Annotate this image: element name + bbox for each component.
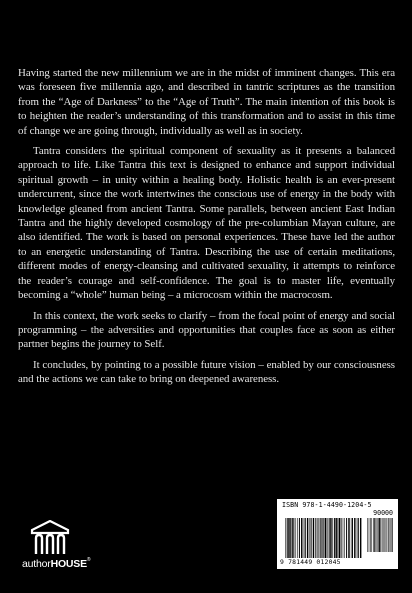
barcode-bar [311, 518, 312, 558]
barcode-bar [370, 518, 371, 552]
barcode-bar [305, 518, 306, 558]
price-code: 90000 [373, 509, 393, 517]
publisher-name-prefix: author [22, 558, 51, 570]
barcode-bar [318, 518, 319, 558]
barcode-bar [293, 518, 294, 558]
barcode-bar [382, 518, 383, 552]
barcode-bar [387, 518, 388, 552]
barcode-bar [320, 518, 321, 558]
barcode-bar [335, 518, 336, 558]
barcode-bar [341, 518, 342, 558]
barcode-bar [337, 518, 338, 558]
blurb-paragraph: It concludes, by pointing to a possible future vision – enabled by our consciousness and the actions we can take to bring on deepened awareness. [18, 358, 395, 386]
cover-blurb [18, 66, 395, 393]
barcode-bar [383, 518, 384, 552]
barcode-bar [296, 518, 297, 558]
barcode-bar [287, 518, 288, 558]
isbn-label: ISBN 978-1-4490-1204-5 [282, 501, 372, 509]
barcode-bar [388, 518, 389, 552]
barcode-bar [372, 518, 373, 552]
barcode-bar [357, 518, 358, 558]
isbn-barcode [277, 499, 398, 569]
barcode-bar [313, 518, 314, 558]
barcode-bars [285, 518, 363, 558]
barcode-bar [386, 518, 387, 552]
publisher-name-main: HOUSE [50, 558, 87, 570]
barcode-bar [292, 518, 293, 558]
trademark-symbol: ® [86, 557, 91, 563]
barcode-bar [327, 518, 328, 558]
barcode-bar [301, 518, 302, 558]
barcode-bar [391, 518, 392, 552]
barcode-bar [290, 518, 291, 558]
barcode-bar [285, 518, 286, 558]
publisher-name [22, 558, 90, 570]
barcode-bar [299, 518, 300, 558]
barcode-bar [378, 518, 379, 552]
barcode-bar [315, 518, 316, 558]
barcode-digits: 9 781449 012045 [280, 558, 341, 566]
barcode-bar [321, 518, 322, 558]
barcode-bar [332, 518, 333, 558]
barcode-bar [360, 518, 361, 558]
barcode-bar [367, 518, 368, 552]
barcode-bar [323, 518, 324, 558]
barcode-bar [334, 518, 335, 558]
barcode-bar [346, 518, 347, 558]
barcode-bar [348, 518, 349, 558]
barcode-bar [322, 518, 323, 558]
publisher-logo-icon [30, 520, 70, 555]
barcode-bar [384, 518, 385, 552]
barcode-bar [373, 518, 374, 552]
barcode-bar [369, 518, 370, 552]
publisher-logo [22, 520, 94, 582]
barcode-bar [376, 518, 377, 552]
barcode-bar [304, 518, 305, 558]
barcode-bar [374, 518, 375, 552]
barcode-bar [392, 518, 393, 552]
blurb-paragraph: Tantra considers the spiritual component of sexuality as it presents a balanced approach to life. Like Tantra this text is designed to enhance and support individual spiritual growth – in unity within a healing body. Holistic health is an ever-present undercurrent, since the work intertwines the conscious use of energy in the body with knowledge gleaned from ancient Tantra. Some parallels, between ancient East Indian Tantra and the highly developed cosmology of the pre-columbian Mayan culture, are also identified. The work is based on personal experiences. These have led the author to an energetic understanding of Tantra. Describing the use of certain meditations, different modes of energy-cleansing and cultivated sexuality, it attempts to reinforce the reader’s courage and self-confidence. The goal is to master life, eventually becoming a “whole” human being – a microcosm within the macrocosm. [18, 145, 395, 302]
barcode-bar [288, 518, 289, 558]
barcode-bar [343, 518, 344, 558]
barcode-bar [351, 518, 352, 558]
barcode-bar [354, 518, 355, 558]
barcode-addon-bars [367, 518, 393, 552]
barcode-bar [344, 518, 345, 558]
barcode-bar [310, 518, 311, 558]
barcode-bar [339, 518, 340, 558]
barcode-bar [325, 518, 326, 558]
blurb-paragraph: Having started the new millennium we are in the midst of imminent changes. This era was foreseen five millennia ago, and described in tantric scriptures as the transition from the “Age of Darkness” to the “Age of Truth”. The main intention of this book is to heighten the reader’s understanding of this transformation and to assist in this time of change we are going through, individually as well as in society. [18, 67, 395, 137]
barcode-bar [307, 518, 308, 558]
barcode-bar [329, 518, 330, 558]
barcode-bar [352, 518, 353, 558]
barcode-bar [379, 518, 380, 552]
barcode-bar [358, 518, 359, 558]
barcode-bar [297, 518, 298, 558]
blurb-paragraph: In this context, the work seeks to clarify – from the focal point of energy and social programming – the adversities and opportunities that couples face as soon as either partner begins the journey to Self. [18, 309, 395, 351]
barcode-bar [330, 518, 331, 558]
